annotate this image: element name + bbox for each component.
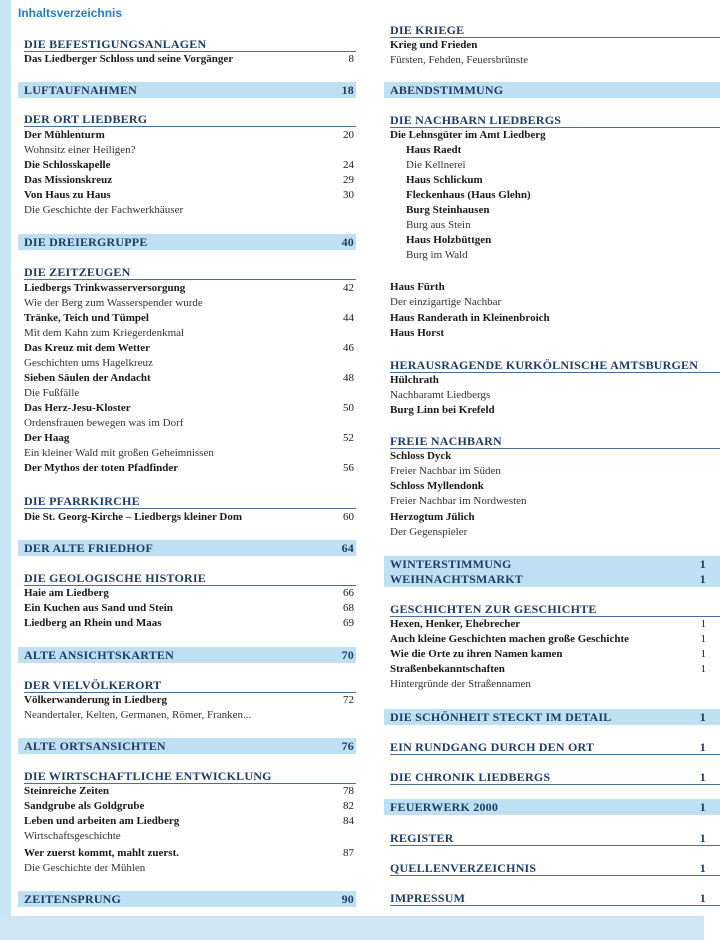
toc-entry: [390, 510, 720, 525]
toc-section-heading: [390, 890, 720, 906]
entry-title: Der Haag: [24, 432, 70, 444]
entry-title: Straßenbekanntschaften: [390, 663, 505, 675]
section-title: WINTERSTIMMUNG: [390, 557, 512, 571]
toc-section-heading: [390, 739, 720, 755]
toc-section-heading: [384, 556, 720, 572]
entry-title: Haus Randerath in Kleinenbroich: [390, 312, 550, 324]
toc-entry: [24, 846, 356, 861]
page-number: 46: [343, 342, 354, 354]
page-number: 1: [699, 740, 706, 754]
page-number: 1: [699, 770, 706, 784]
page-number: 8: [348, 53, 354, 65]
section-title: ALTE ANSICHTSKARTEN: [24, 648, 174, 662]
entry-title: Die Lehnsgüter im Amt Liedberg: [390, 129, 546, 141]
page-number: 78: [343, 785, 354, 797]
page-number: 87: [343, 847, 354, 859]
toc-section-heading: [24, 768, 356, 784]
page-number: 70: [341, 648, 354, 662]
toc-entry: [390, 632, 720, 647]
toc-entry: [390, 662, 720, 677]
toc-entry: [390, 677, 720, 692]
page-number: 72: [343, 694, 354, 706]
toc-entry: [24, 52, 356, 67]
page-number: 52: [343, 432, 354, 444]
toc-entry: [390, 326, 720, 341]
page-number: 60: [343, 511, 354, 523]
section-title: REGISTER: [390, 831, 454, 845]
toc-entry: [24, 461, 356, 476]
toc-section-heading: [390, 433, 720, 449]
toc-section-heading: [24, 264, 356, 280]
page-number: 30: [343, 189, 354, 201]
page-number: 50: [343, 402, 354, 414]
entry-title: Wie der Berg zum Wasserspender wurde: [24, 297, 203, 309]
entry-title: Die Geschichte der Mühlen: [24, 862, 146, 874]
toc-entry: [406, 218, 720, 233]
entry-title: Das Liedberger Schloss und seine Vorgänger: [24, 53, 234, 65]
entry-title: Fleckenhaus (Haus Glehn): [406, 189, 531, 201]
section-title: DER ORT LIEDBERG: [24, 112, 148, 126]
entry-title: Burg Steinhausen: [406, 204, 490, 216]
page-title: Inhaltsverzeichnis: [18, 6, 123, 20]
toc-entry: [390, 479, 720, 494]
entry-title: Die Fußfälle: [24, 387, 80, 399]
entry-title: Völkerwanderung in Liedberg: [24, 694, 168, 706]
entry-title: Ein kleiner Wald mit großen Geheimnissen: [24, 447, 214, 459]
page-number: 69: [343, 617, 354, 629]
toc-entry: [24, 401, 356, 416]
page-number: 29: [343, 174, 354, 186]
entry-title: Der einzigartige Nachbar: [390, 296, 502, 308]
toc-entry: [24, 371, 356, 386]
section-title: FEUERWERK 2000: [390, 800, 499, 814]
page-number: 82: [343, 800, 354, 812]
section-title: DIE SCHÖNHEIT STECKT IM DETAIL: [390, 710, 612, 724]
toc-entry: [24, 693, 356, 708]
toc-entry: [390, 388, 720, 403]
toc-entry: [24, 784, 356, 799]
toc-entry: [390, 53, 720, 68]
toc-entry: [24, 203, 356, 218]
entry-title: Tränke, Teich und Tümpel: [24, 312, 149, 324]
entry-title: Auch kleine Geschichten machen große Geschichte: [390, 633, 630, 645]
page-number: 1: [700, 648, 706, 660]
section-title: DIE WIRTSCHAFTLICHE ENTWICKLUNG: [24, 769, 272, 783]
entry-title: Sandgrube als Goldgrube: [24, 800, 145, 812]
toc-entry: [406, 143, 720, 158]
section-title: LUFTAUFNAHMEN: [24, 83, 138, 97]
toc-section-heading: [390, 769, 720, 785]
entry-title: Wirtschaftsgeschichte: [24, 830, 121, 842]
section-title: IMPRESSUM: [390, 891, 466, 905]
entry-title: Leben und arbeiten am Liedberg: [24, 815, 180, 827]
toc-entry: [390, 617, 720, 632]
section-title: QUELLENVERZEICHNIS: [390, 861, 537, 875]
entry-title: Der Mühlenturm: [24, 129, 105, 141]
toc-entry: [390, 647, 720, 662]
section-title: DER VIELVÖLKERORT: [24, 678, 162, 692]
entry-title: Haus Fürth: [390, 281, 445, 293]
toc-section-heading: [18, 540, 356, 556]
entry-title: Freier Nachbar im Süden: [390, 465, 501, 477]
toc-entry: [24, 446, 356, 461]
toc-section-heading: [18, 891, 356, 907]
toc-entry: [390, 128, 720, 143]
entry-title: Das Missionskreuz: [24, 174, 113, 186]
toc-entry: [406, 158, 720, 173]
toc-entry: [24, 814, 356, 829]
entry-title: Die St. Georg-Kirche – Liedbergs kleiner Dom: [24, 511, 243, 523]
entry-title: Liedbergs Trinkwasserversorgung: [24, 282, 186, 294]
entry-title: Wer zuerst kommt, mahlt zuerst.: [24, 847, 179, 859]
page-number: 1: [699, 891, 706, 905]
toc-entry: [24, 416, 356, 431]
toc-entry: [24, 173, 356, 188]
section-title: DIE BEFESTIGUNGSANLAGEN: [24, 37, 207, 51]
section-title: DIE DREIERGRUPPE: [24, 235, 148, 249]
bottom-band: [0, 916, 704, 940]
section-title: ABENDSTIMMUNG: [390, 83, 504, 97]
left-edge-band: [0, 0, 11, 940]
page-number: 1: [699, 861, 706, 875]
toc-section-heading: [384, 571, 720, 587]
entry-title: Nachbaramt Liedbergs: [390, 389, 491, 401]
page-number: 48: [343, 372, 354, 384]
page-number: 20: [343, 129, 354, 141]
toc-entry: [24, 708, 356, 723]
toc-entry: [24, 356, 356, 371]
toc-entry: [24, 601, 356, 616]
toc-entry: [24, 326, 356, 341]
toc-section-heading: [18, 82, 356, 98]
toc-section-heading: [384, 799, 720, 815]
toc-entry: [24, 510, 356, 525]
toc-entry: [390, 280, 720, 295]
toc-section-heading: [384, 709, 720, 725]
toc-entry: [390, 38, 720, 53]
toc-entry: [24, 143, 356, 158]
toc-section-heading: [18, 234, 356, 250]
toc-section-heading: [24, 36, 356, 52]
entry-title: Haus Raedt: [406, 144, 462, 156]
entry-title: Die Schlosskapelle: [24, 159, 111, 171]
toc-entry: [390, 525, 720, 540]
toc-entry: [390, 311, 720, 326]
page-number: 68: [343, 602, 354, 614]
entry-title: Steinreiche Zeiten: [24, 785, 110, 797]
toc-entry: [24, 386, 356, 401]
toc-entry: [390, 464, 720, 479]
toc-section-heading: [24, 570, 356, 586]
toc-entry: [24, 341, 356, 356]
page-number: 1: [700, 663, 706, 675]
section-title: FREIE NACHBARN: [390, 434, 502, 448]
section-title: GESCHICHTEN ZUR GESCHICHTE: [390, 602, 597, 616]
entry-title: Schloss Myllendonk: [390, 480, 484, 492]
toc-entry: [390, 295, 720, 310]
toc-entry: [406, 203, 720, 218]
section-title: ALTE ORTSANSICHTEN: [24, 739, 166, 753]
page-number: 66: [343, 587, 354, 599]
entry-title: Burg aus Stein: [406, 219, 471, 231]
entry-title: Sieben Säulen der Andacht: [24, 372, 151, 384]
section-title: DIE NACHBARN LIEDBERGS: [390, 113, 562, 127]
entry-title: Haus Horst: [390, 327, 445, 339]
toc-entry: [24, 296, 356, 311]
entry-title: Krieg und Frieden: [390, 39, 478, 51]
toc-entry: [24, 586, 356, 601]
toc-entry: [24, 616, 356, 631]
page-number: 1: [700, 633, 706, 645]
entry-title: Freier Nachbar im Nordwesten: [390, 495, 527, 507]
toc-entry: [24, 431, 356, 446]
entry-title: Haus Schlickum: [406, 174, 483, 186]
toc-entry: [24, 281, 356, 296]
entry-title: Die Kellnerei: [406, 159, 466, 171]
toc-section-heading: [24, 493, 356, 509]
entry-title: Das Herz-Jesu-Kloster: [24, 402, 131, 414]
section-title: EIN RUNDGANG DURCH DEN ORT: [390, 740, 595, 754]
entry-title: Schloss Dyck: [390, 450, 452, 462]
toc-section-heading: [390, 112, 720, 128]
page-number: 24: [343, 159, 354, 171]
toc-entry: [24, 311, 356, 326]
toc-section-heading: [384, 82, 720, 98]
toc-section-heading: [18, 647, 356, 663]
entry-title: Burg im Wald: [406, 249, 468, 261]
section-title: DIE GEOLOGISCHE HISTORIE: [24, 571, 206, 585]
page-number: 40: [341, 235, 354, 249]
section-title: DIE KRIEGE: [390, 23, 465, 37]
page-number: 1: [699, 831, 706, 845]
page-number: 1: [699, 800, 706, 814]
page-number: 1: [699, 710, 706, 724]
page-number: 64: [341, 541, 354, 555]
toc-entry: [24, 861, 356, 876]
entry-title: Liedberg an Rhein und Maas: [24, 617, 162, 629]
entry-title: Hülchrath: [390, 374, 439, 386]
toc-entry: [24, 128, 356, 143]
section-title: WEIHNACHTSMARKT: [390, 572, 524, 586]
entry-title: Der Mythos der toten Pfadfinder: [24, 462, 179, 474]
entry-title: Herzogtum Jülich: [390, 511, 475, 523]
toc-section-heading: [390, 860, 720, 876]
page-number: 42: [343, 282, 354, 294]
toc-entry: [390, 494, 720, 509]
entry-title: Hexen, Henker, Ehebrecher: [390, 618, 521, 630]
section-title: HERAUSRAGENDE KURKÖLNISCHE AMTSBURGEN: [390, 358, 699, 372]
entry-title: Fürsten, Fehden, Feuersbrünste: [390, 54, 529, 66]
page-number: 56: [343, 462, 354, 474]
section-title: DIE ZEITZEUGEN: [24, 265, 131, 279]
entry-title: Wie die Orte zu ihren Namen kamen: [390, 648, 563, 660]
toc-entry: [406, 188, 720, 203]
entry-title: Neandertaler, Kelten, Germanen, Römer, Franken...: [24, 709, 252, 721]
page-number: 1: [699, 557, 706, 571]
toc-section-heading: [390, 22, 720, 38]
entry-title: Die Geschichte der Fachwerkhäuser: [24, 204, 184, 216]
section-title: DIE PFARRKIRCHE: [24, 494, 140, 508]
page-number: 1: [699, 572, 706, 586]
entry-title: Hintergründe der Straßennamen: [390, 678, 531, 690]
toc-section-heading: [390, 830, 720, 846]
section-title: DER ALTE FRIEDHOF: [24, 541, 153, 555]
entry-title: Haie am Liedberg: [24, 587, 109, 599]
toc-entry: [24, 829, 356, 844]
page-number: 76: [341, 739, 354, 753]
page-number: 18: [341, 83, 354, 97]
toc-entry: [406, 248, 720, 263]
toc-entry: [24, 158, 356, 173]
entry-title: Geschichten ums Hagelkreuz: [24, 357, 153, 369]
toc-entry: [406, 233, 720, 248]
toc-section-heading: [24, 111, 356, 127]
page-number: 1: [700, 618, 706, 630]
toc-entry: [390, 373, 720, 388]
toc-section-heading: [390, 357, 720, 373]
page-number: 84: [343, 815, 354, 827]
toc-entry: [24, 188, 356, 203]
page-number: 90: [341, 892, 354, 906]
toc-entry: [390, 449, 720, 464]
entry-title: Burg Linn bei Krefeld: [390, 404, 495, 416]
toc-section-heading: [390, 601, 720, 617]
toc-entry: [390, 403, 720, 418]
section-title: DIE CHRONIK LIEDBERGS: [390, 770, 551, 784]
toc-section-heading: [18, 738, 356, 754]
entry-title: Von Haus zu Haus: [24, 189, 111, 201]
toc-entry: [24, 799, 356, 814]
entry-title: Ordensfrauen bewegen was im Dorf: [24, 417, 184, 429]
page-number: 44: [343, 312, 354, 324]
section-title: ZEITENSPRUNG: [24, 892, 122, 906]
entry-title: Ein Kuchen aus Sand und Stein: [24, 602, 173, 614]
entry-title: Mit dem Kahn zum Kriegerdenkmal: [24, 327, 185, 339]
entry-title: Der Gegenspieler: [390, 526, 468, 538]
toc-section-heading: [24, 677, 356, 693]
toc-entry: [406, 173, 720, 188]
entry-title: Haus Holzbüttgen: [406, 234, 492, 246]
entry-title: Das Kreuz mit dem Wetter: [24, 342, 151, 354]
entry-title: Wohnsitz einer Heiligen?: [24, 144, 136, 156]
